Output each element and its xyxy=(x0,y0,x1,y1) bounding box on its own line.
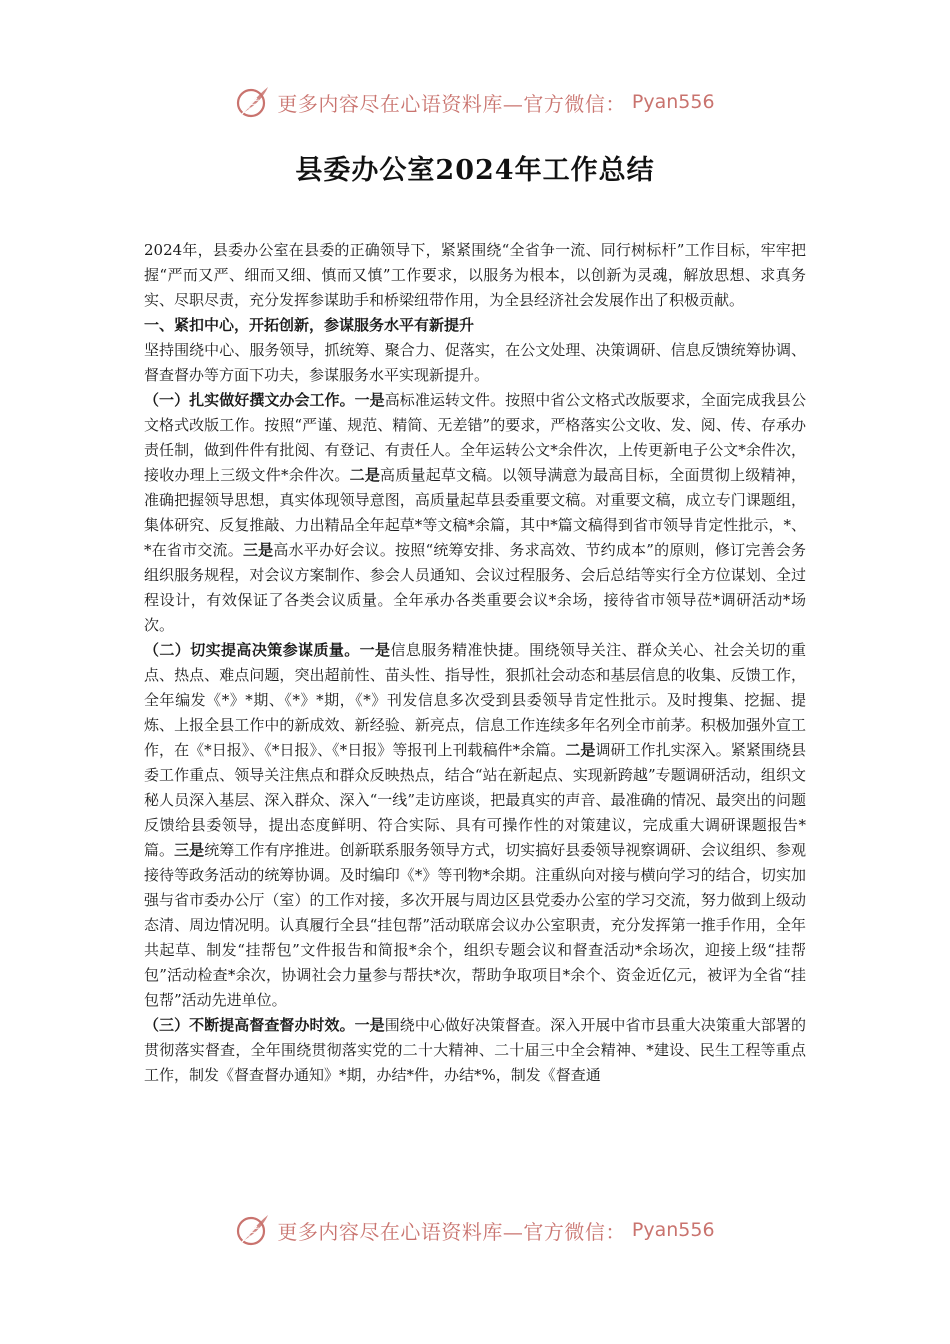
subsection3-text-1: 围绕中心做好决策督查。深入开展中省市县重大决策重大部署的贯彻落实督查，全年围绕贯彻落实党的二十大精神、二十届三中全会精神、*建设、民生工程等重点工作，制发《督查督办通知》*期，办结*件，办结*%，制发《督查通 xyxy=(144,1016,806,1084)
footer-banner-account: Pyan556 xyxy=(631,1219,715,1241)
feather-pen-icon xyxy=(235,1212,271,1248)
subsection3-paragraph xyxy=(144,1013,806,1088)
subsection2-paragraph xyxy=(144,638,806,1013)
subsection1-text-2: 高质量起草文稿。以领导满意为最高目标，全面贯彻上级精神，准确把握领导思想，真实体现领导意图，高质量起草县委重要文稿。对重要文稿，成立专门课题组，集体研究、反复推敲、力出精品全年起草*等文稿*余篇，其中*篇文稿得到省市领导肯定性批示，*、*在省市交流。 xyxy=(144,466,806,559)
subsection1-text-1: 高标准运转文件。按照中省公文格式改版要求，全面完成我县公文格式改版工作。按照“严谨、规范、精简、无差错”的要求，严格落实公文收、发、阅、传、存承办责任制，做到件件有批阅、有登记、有责任人。全年运转公文*余件次，上传更新电子公文*余件次，接收办理上三级文件*余件次。 xyxy=(144,391,806,484)
header-banner-text: 更多内容尽在心语资料库—官方微信： xyxy=(277,91,626,116)
subsection1-title: （一）扎实做好撰文办会工作。 xyxy=(144,391,355,409)
subsection2-text-3: 统筹工作有序推进。创新联系服务领导方式，切实搞好县委领导视察调研、会议组织、参观接待等政务活动的统筹协调。及时编印《*》等刊物*余期。注重纵向对接与横向学习的结合，切实加强与省市委办公厅（室）的工作对接，多次开展与周边区县党委办公室的学习交流，努力做到上级动态清、周边情况明。认真履行全县“挂包帮”活动联席会议办公室职责，充分发挥第一推手作用，全年共起草、制发“挂帮包”文件报告和简报*余个，组织专题会议和督查活动*余场次，迎接上级“挂帮包”活动检查*余次，协调社会力量参与帮扶*次，帮助争取项目*余个、资金近亿元，被评为全省“挂包帮”活动先进单位。 xyxy=(144,841,806,1009)
feather-pen-icon xyxy=(235,84,271,120)
subsection2-text-1: 信息服务精准快捷。围绕领导关注、群众关心、社会关切的重点、热点、难点问题，突出超前性、苗头性、指导性，狠抓社会动态和基层信息的收集、反馈工作，全年编发《*》*期、《*》*期，《*》刊发信息多次受到县委领导肯定性批示。及时搜集、挖掘、提炼、上报全县工作中的新成效、新经验、新亮点，信息工作连续多年名列全市前茅。积极加强外宣工作，在《*日报》、《*日报》、《*日报》等报刊上刊载稿件*余篇。 xyxy=(144,641,806,759)
subsection2-marker-2: 二是 xyxy=(565,741,596,759)
header-watermark-banner xyxy=(0,82,950,122)
subsection1-marker-1: 一是 xyxy=(354,391,385,409)
footer-banner-content xyxy=(235,1212,714,1248)
footer-watermark-banner xyxy=(0,1210,950,1250)
header-banner-account: Pyan556 xyxy=(631,91,715,113)
subsection3-title: （三）不断提高督查督办时效。 xyxy=(144,1016,355,1034)
footer-banner-text: 更多内容尽在心语资料库—官方微信： xyxy=(277,1219,626,1244)
subsection1-paragraph xyxy=(144,388,806,638)
subsection2-text-2: 调研工作扎实深入。紧紧围绕县委工作重点、领导关注焦点和群众反映热点，结合“站在新起点、实现新跨越”专题调研活动，组织文秘人员深入基层、深入群众、深入“一线”走访座谈，把最真实的声音、最准确的情况、最突出的问题反馈给县委领导，提出态度鲜明、符合实际、具有可操作性的对策建议，完成重大调研课题报告*篇。 xyxy=(144,741,806,859)
subsection1-text-3: 高水平办好会议。按照“统筹安排、务求高效、节约成本”的原则，修订完善会务组织服务规程，对会议方案制作、参会人员通知、会议过程服务、会后总结等实行全方位谋划、全过程设计，有效保证了各类会议质量。全年承办各类重要会议*余场，接待省市领导莅*调研活动*场次。 xyxy=(144,541,806,634)
subsection1-marker-3: 三是 xyxy=(242,541,274,559)
header-banner-content xyxy=(235,84,714,120)
section1-heading: 一、紧扣中心，开拓创新，参谋服务水平有新提升 xyxy=(144,316,475,334)
document-body xyxy=(144,238,806,1088)
document-title: 县委办公室2024年工作总结 xyxy=(295,155,655,186)
subsection2-title: （二）切实提高决策参谋质量。 xyxy=(144,641,360,659)
intro-paragraph: 2024年，县委办公室在县委的正确领导下，紧紧围绕“全省争一流、同行树标杆”工作目标，牢牢把握“严而又严、细而又细、慎而又慎”工作要求，以服务为根本，以创新为灵魂，解放思想、求真务实、尽职尽责，充分发挥参谋助手和桥梁纽带作用，为全县经济社会发展作出了积极贡献。 xyxy=(144,241,806,309)
subsection2-marker-3: 三是 xyxy=(174,841,205,859)
subsection2-marker-1: 一是 xyxy=(359,641,391,659)
section1-intro-paragraph: 坚持围绕中心、服务领导，抓统筹、聚合力、促落实，在公文处理、决策调研、信息反馈统筹协调、督查督办等方面下功夫，参谋服务水平实现新提升。 xyxy=(144,341,806,384)
subsection3-marker-1: 一是 xyxy=(354,1016,385,1034)
subsection1-marker-2: 二是 xyxy=(349,466,381,484)
